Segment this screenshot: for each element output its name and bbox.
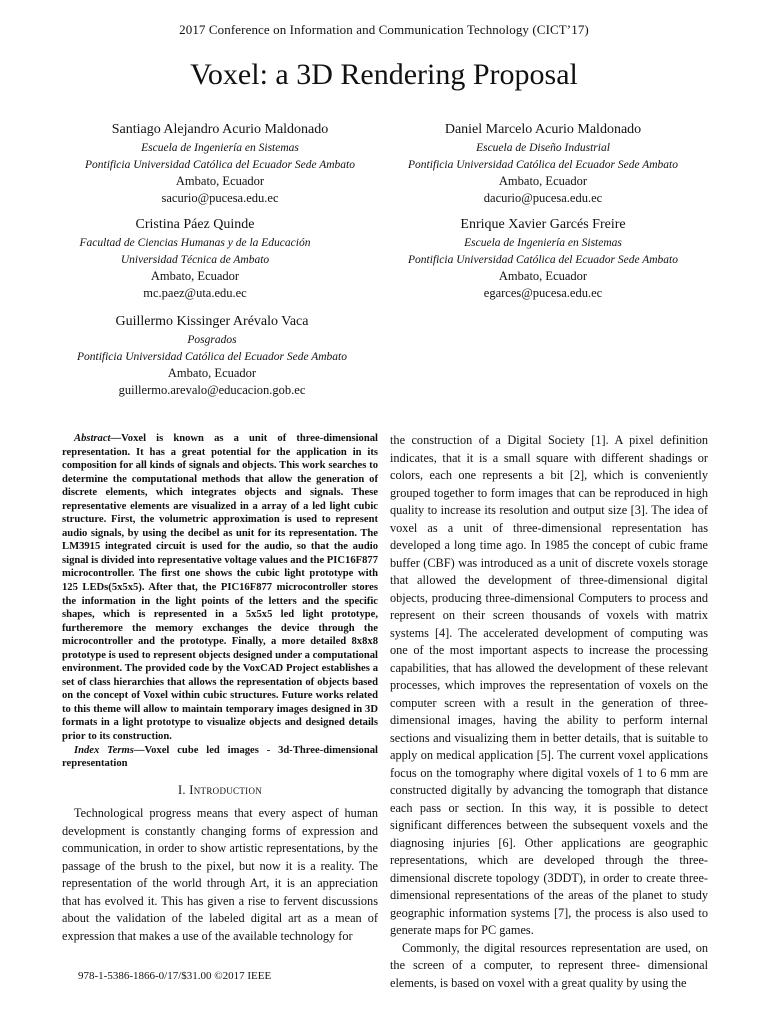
author-email[interactable]: mc.paez@uta.edu.ec — [143, 285, 247, 300]
author-block — [15, 216, 375, 301]
author-institution: Pontificia Universidad Católica del Ecuador Sede Ambato — [85, 158, 355, 171]
author-email[interactable]: guillermo.arevalo@educacion.gob.ec — [118, 382, 306, 397]
author-institution: Pontificia Universidad Católica del Ecuador Sede Ambato — [408, 253, 678, 266]
index-terms-text: —Voxel cube led images - 3d-Three-dimensional representation — [62, 744, 378, 770]
author-email[interactable]: sacurio@pucesa.edu.ec — [161, 190, 279, 205]
section-heading — [62, 782, 378, 800]
author-location: Ambato, Ecuador — [150, 269, 240, 284]
author-name: Santiago Alejandro Acurio Maldonado — [111, 122, 329, 137]
index-terms-label: Index Terms — [74, 744, 134, 756]
conference-header: 2017 Conference on Information and Communication Technology (CICT’17) — [179, 22, 589, 37]
section-title: Introduction — [189, 782, 263, 797]
section-number: I. — [177, 782, 186, 797]
index-terms — [62, 744, 378, 771]
right-column — [390, 432, 708, 992]
author-dept: Facultad de Ciencias Humanas y de la Educación — [79, 237, 311, 249]
abstract-label: Abstract — [74, 433, 111, 444]
copyright-footer: 978-1-5386-1866-0/17/$31.00 ©2017 IEEE — [78, 970, 272, 982]
body-paragraph: the construction of a Digital Society [1]. A pixel definition indicates, that it is a small square with different shadings or colors, each one represents a bit [2], which is conveniently grouped together to form images that can be reproduced in high quality to increase its resolution and output size [3]. The idea of voxel as a unit of three-dimensional representation has developed a long time ago. In 1985 the concept of cubic frame buffer (CBF) was introduced as a unit of discrete voxels storage that allowed the development of three-dimensional digital objects, producing three-dimensional Computers to process and represent on their screen thousands of voxels with matrix systems [4]. The accelerated development of computing was one of the most important aspects to increase the processing capabilities, that has allowed the development of these relevant processes, which improves the representation of voxels on the computer screen with a result in the generation of three-dimensional images, having the ability to perform internal sections and visualizing them in better details, that is suitable to apply on medical application [5]. The current voxel applications focus on the tomography where digital voxels of 1 to 6 mm are constructed digitally by advancing the tomograph that distance each pass or section. In this way, it is possible to detect significant differences between the subsequent voxels and the diagnosing injuries [6]. Other applications are geographic representations, which are developed through the three-dimensional discrete topology (3DDT), in order to create three-dimensional representations of the areas of the planet to study geographic information systems [7], the process is also used to generate maps for PC games. — [390, 433, 708, 937]
author-location: Ambato, Ecuador — [175, 174, 265, 189]
paper-title: Voxel: a 3D Rendering Proposal — [190, 58, 578, 91]
author-location: Ambato, Ecuador — [498, 269, 588, 284]
author-block — [32, 313, 392, 398]
abstract-text: —Voxel is known as a unit of three-dimensional representation. It has a great potential for the application in its composition for all kinds of signals and objects. This work searches to determine the computational methods that allow the generation of discrete elements, which integrates objects and signals. These representative elements are visualized in a array of a led light cubic structure. First, the volumetric approximation is used to represent audio signals, by using the decibel as unit for its representation. The LM3915 integrated circuit is used for the audio, so that the audio signal is divided into representative voltage values and the PIC16F877 microcontroller. The first one shows the cubic light prototype with 125 LEDs(5x5x5). After that, the PIC16F877 microcontroller stores the information in the light points of the letters and the specific shapes, which is represented in a 5x5x5 led light prototype, furtheremore the memory exchanges the device through the microcontroller and the prototype. Finally, a more detailed 8x8x8 prototype is used to represent objects designed under a computational environment. The provided code by the VoxCAD Project establishes a set of class hierarchies that allows the representation of objects based on the concept of Voxel within cubic structures. Future works related to this theme will allow to maintain temporary images designed in 3D formats in a light prototype to visualize objects and designed details prior to its construction. — [62, 433, 378, 743]
author-name: Cristina Páez Quinde — [135, 217, 255, 232]
author-dept: Escuela de Ingeniería en Sistemas — [141, 142, 299, 154]
author-name: Guillermo Kissinger Arévalo Vaca — [115, 314, 309, 329]
author-dept: Escuela de Diseño Industrial — [476, 142, 610, 154]
author-name: Enrique Xavier Garcés Freire — [460, 217, 626, 232]
author-dept: Escuela de Ingeniería en Sistemas — [464, 237, 622, 249]
left-column — [62, 432, 378, 945]
abstract — [62, 432, 378, 744]
body-paragraph: Commonly, the digital resources representation are used, on the screen of a computer, to represent three- dimensional elements, is based on voxel with a great quality by using the — [390, 940, 708, 990]
author-institution: Pontificia Universidad Católica del Ecuador Sede Ambato — [408, 158, 678, 171]
author-block — [40, 121, 400, 206]
author-email[interactable]: egarces@pucesa.edu.ec — [483, 285, 603, 300]
author-dept: Posgrados — [187, 334, 237, 346]
author-institution: Universidad Técnica de Ambato — [120, 253, 270, 266]
author-institution: Pontificia Universidad Católica del Ecuador Sede Ambato — [77, 350, 347, 363]
author-email[interactable]: dacurio@pucesa.edu.ec — [483, 190, 603, 205]
author-block — [363, 216, 723, 301]
author-name: Daniel Marcelo Acurio Maldonado — [444, 122, 642, 137]
author-location: Ambato, Ecuador — [167, 366, 257, 381]
author-block — [363, 121, 723, 206]
author-location: Ambato, Ecuador — [498, 174, 588, 189]
intro-paragraph: Technological progress means that every aspect of human development is constantly changing forms of expression and communication, in order to show artistic representations, by the passage of the brush to the pixel, but now it is a reality. The representation of the world through Art, it is an appreciation that has evolved it. This has given a rise to fervent discussions about the validation of the labeled digital art as a mean of expression that makes a use of the available technology for — [62, 806, 378, 943]
